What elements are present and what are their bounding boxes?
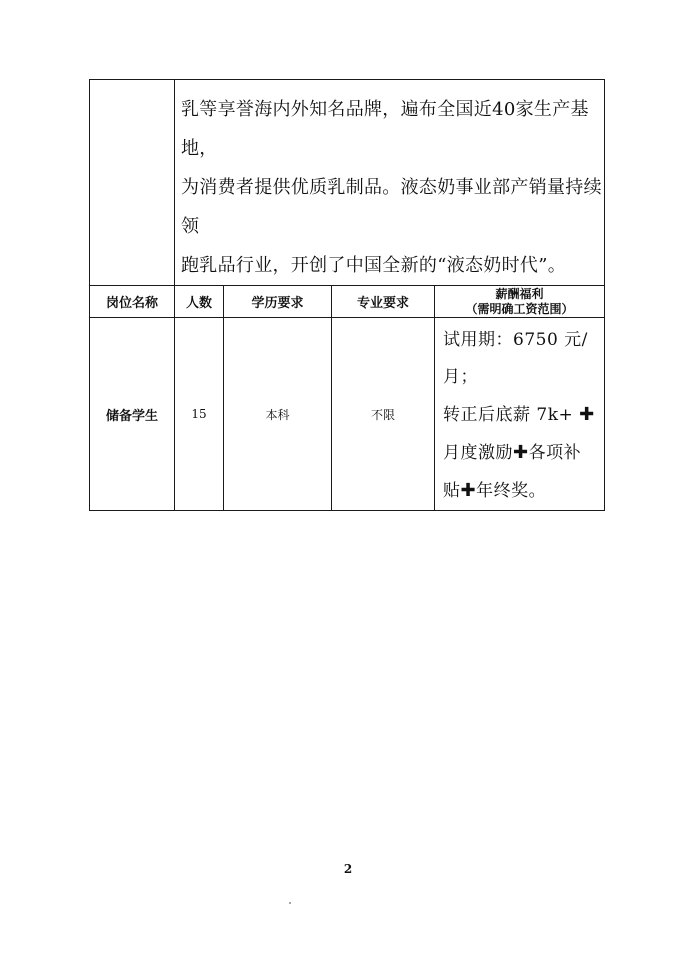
header-major: 专业要求 bbox=[332, 286, 435, 318]
header-row bbox=[90, 286, 605, 318]
header-education: 学历要求 bbox=[224, 286, 332, 318]
table-row bbox=[90, 318, 605, 511]
cell-position: 储备学生 bbox=[90, 318, 175, 511]
intro-cell bbox=[175, 80, 605, 286]
cell-salary bbox=[435, 318, 605, 511]
page-number: 2 bbox=[343, 862, 353, 876]
salary-line bbox=[443, 434, 604, 472]
salary-line bbox=[443, 396, 604, 434]
header-salary bbox=[435, 286, 605, 318]
salary-text: 转正后底薪 7k+ bbox=[443, 405, 580, 425]
header-salary-line1: 薪酬福利 bbox=[495, 286, 544, 301]
salary-text: 年终奖。 bbox=[476, 481, 547, 501]
plus-icon: ✚ bbox=[579, 404, 595, 425]
salary-line: 试用期：6750 元/ bbox=[443, 330, 588, 350]
scan-speck bbox=[289, 902, 291, 904]
plus-icon: ✚ bbox=[460, 480, 477, 501]
header-count: 人数 bbox=[175, 286, 224, 318]
cell-education: 本科 bbox=[224, 318, 332, 511]
intro-line: 跑乳品行业，开创了中国全新的“液态奶时代”。 bbox=[181, 255, 567, 276]
plus-icon: ✚ bbox=[513, 442, 529, 463]
cell-count: 15 bbox=[175, 318, 224, 511]
header-salary-line2: （需明确工资范围） bbox=[465, 301, 574, 316]
intro-empty-cell bbox=[90, 80, 175, 286]
job-table bbox=[89, 79, 605, 511]
intro-text bbox=[181, 86, 604, 285]
salary-line bbox=[443, 472, 604, 510]
cell-major: 不限 bbox=[332, 318, 435, 511]
salary-line: 月； bbox=[443, 367, 478, 387]
intro-line: 为消费者提供优质乳制品。液态奶事业部产销量持续领 bbox=[181, 177, 602, 237]
salary-text: 贴 bbox=[443, 481, 461, 501]
header-position: 岗位名称 bbox=[90, 286, 175, 318]
salary-text: 各项补 bbox=[528, 443, 582, 463]
intro-row bbox=[90, 80, 605, 286]
salary-text: 月度激励 bbox=[443, 443, 513, 463]
intro-line: 乳等享誉海内外知名品牌，遍布全国近40家生产基地， bbox=[181, 99, 589, 159]
